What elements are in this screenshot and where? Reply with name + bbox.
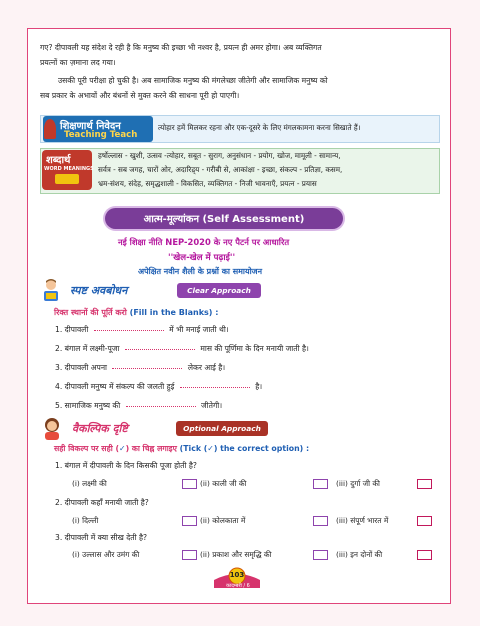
- question-number: 1.: [55, 325, 63, 334]
- question-text: लेकर आई है।: [187, 363, 226, 372]
- question-text: है।: [255, 382, 263, 391]
- word-meanings-title-hi: शब्दार्थ: [46, 155, 71, 166]
- fill-blanks-instruction-hi: रिक्त स्थानों की पूर्ति करो: [54, 308, 127, 317]
- optional-approach-title-hi: वैकल्पिक दृष्टि: [72, 422, 128, 435]
- self-assessment-title: आत्म-मूल्यांकन (Self Assessment): [143, 214, 305, 225]
- question-text: दीपावली कहाँ मनायी जाती है?: [64, 498, 149, 507]
- word-meanings-line-3: भ्रम-संशय, संदेह, समृद्धशाली - विकसित, व्यक्तिगत - निजी भावनाएँ, प्रयत्न - प्रयास: [98, 179, 317, 188]
- mcq-1-option-2: (ii) काली जी की: [200, 479, 247, 488]
- question-text: मास की पूर्णिमा के दिन मनायी जाती है।: [200, 344, 309, 353]
- question-text: दीपावली में क्या सीख देती है?: [64, 533, 148, 542]
- mcq-2-checkbox-1[interactable]: [182, 516, 197, 526]
- question-number: 5.: [55, 401, 63, 410]
- blank-line[interactable]: [94, 330, 164, 331]
- tick-instruction-hi-2: ) का चिह्न लगाइए: [125, 444, 177, 453]
- fill-question-1: [55, 325, 229, 335]
- question-text: दीपावली मनुष्य में संकल्प की जलती हुई: [64, 382, 175, 391]
- mcq-2-option-3: (iii) संपूर्ण भारत में: [336, 516, 389, 525]
- question-number: 2.: [55, 498, 63, 507]
- check-icon: ✓: [119, 444, 126, 453]
- teaching-text: त्योहार हमें मिलकर रहना और एक-दूसरे के लिए मंगलकामना करना सिखाते हैं।: [158, 123, 361, 132]
- tick-instruction-hi: सही विकल्प पर सही (: [54, 444, 120, 453]
- question-number: 3.: [55, 363, 63, 372]
- tick-instruction: [54, 444, 309, 454]
- nep-line-2: ''खेल-खेल में पढ़ाई'': [168, 253, 236, 263]
- mcq-2-checkbox-2[interactable]: [313, 516, 328, 526]
- question-number: 1.: [55, 461, 63, 470]
- mcq-1-option-1: (i) लक्ष्मी की: [72, 479, 107, 488]
- clear-approach-title-en: Clear Approach: [177, 283, 261, 298]
- clear-approach-title-hi: स्पष्ट अवबोधन: [70, 284, 128, 297]
- question-text: बंगाल में लक्ष्मी-पूजा: [64, 344, 120, 353]
- page-number: 103: [229, 571, 245, 579]
- intro-line-4: सब प्रकार के अभावों और बंधनों से मुक्त करने की साधना पूरी हो पाएगी।: [40, 91, 240, 100]
- boy-reading-icon: [40, 278, 62, 302]
- nep-line-3: अपेक्षित नवीन शैली के प्रश्नों का समायोजन: [138, 267, 263, 276]
- blank-line[interactable]: [180, 387, 250, 388]
- mcq-2-option-2: (ii) कोलकाता में: [200, 516, 246, 525]
- fill-blanks-instruction: [54, 307, 218, 318]
- fill-blanks-instruction-en: (Fill in the Blanks) :: [129, 308, 219, 317]
- question-text: दीपावली अपना: [64, 363, 107, 372]
- intro-line-2: प्रयत्नों का ज़माना लद गया।: [40, 58, 116, 67]
- mcq-3-checkbox-3[interactable]: [417, 550, 432, 560]
- nep-line-1: नई शिक्षा नीति NEP-2020 के नए पैटर्न पर आधारित: [118, 237, 290, 247]
- mcq-1-checkbox-2[interactable]: [313, 479, 328, 489]
- question-number: 4.: [55, 382, 63, 391]
- question-text: में भी मनाई जाती थी।: [169, 325, 229, 334]
- question-number: 3.: [55, 533, 63, 542]
- blank-line[interactable]: [112, 368, 182, 369]
- question-text: सामाजिक मनुष्य की: [64, 401, 121, 410]
- mcq-3-option-3: (iii) इन दोनों की: [336, 550, 383, 559]
- mcq-question-2: [55, 498, 149, 508]
- intro-line-1: गए? दीपावली यह संदेश दे रही है कि मनुष्य की इच्छा भी नश्वर है, प्रयत्न ही अमर होगा। अब व्यक्तिगत: [40, 43, 322, 52]
- tick-instruction-en-2: ) the correct option) :: [213, 444, 310, 453]
- fill-question-3: [55, 363, 225, 373]
- question-text: जीतेगी।: [201, 401, 223, 410]
- mcq-3-option-2: (ii) प्रकाश और समृद्धि की: [200, 550, 272, 559]
- teaching-title-en: Teaching Teach: [64, 130, 138, 140]
- fill-question-5: [55, 401, 222, 411]
- word-meanings-line-1: हर्षोल्लास - खुशी, उत्सव -त्योहार, सबूत - सुराग, अनुसंधान - प्रयोग, खोज, मामूली - सामान्य,: [98, 151, 341, 160]
- question-text: दीपावली: [64, 325, 89, 334]
- word-meanings-title-en: WORD MEANINGS: [44, 166, 94, 172]
- teaching-title-hi: शिक्षणार्थ निवेदन: [60, 121, 121, 132]
- books-icon: [55, 174, 79, 184]
- check-icon: ✓: [207, 444, 214, 453]
- mcq-1-checkbox-3[interactable]: [417, 479, 432, 489]
- teacher-icon: [44, 119, 56, 139]
- word-meanings-line-2: सर्वत्र - सब जगह, चारों ओर, अदारिद्र्य - गरीबी से, आकांक्षा - इच्छा, संकल्प - प्रतिज्ञा, कसम,: [98, 165, 343, 174]
- mcq-1-checkbox-1[interactable]: [182, 479, 197, 489]
- mcq-question-3: [55, 533, 147, 543]
- question-number: 2.: [55, 344, 63, 353]
- blank-line[interactable]: [125, 349, 195, 350]
- fill-question-2: [55, 344, 309, 354]
- intro-line-3: उसकी पूरी परीक्षा हो चुकी है। अब सामाजिक मनुष्य की मंगलेच्छा जीतेगी और सामाजिक मनुष्य को: [58, 76, 328, 85]
- mcq-question-1: [55, 461, 197, 471]
- mcq-1-option-3: (iii) दुर्गा जी की: [336, 479, 380, 488]
- blank-line[interactable]: [126, 406, 196, 407]
- girl-icon: [40, 416, 64, 440]
- mcq-3-option-1: (i) उल्लास और उमंग की: [72, 550, 140, 559]
- tick-instruction-en: (Tick (: [179, 444, 208, 453]
- mcq-3-checkbox-1[interactable]: [182, 550, 197, 560]
- footer-book-label: कादम्बरी / 6: [226, 583, 250, 589]
- optional-approach-title-en: Optional Approach: [176, 421, 268, 436]
- mcq-3-checkbox-2[interactable]: [313, 550, 328, 560]
- mcq-2-checkbox-3[interactable]: [417, 516, 432, 526]
- fill-question-4: [55, 382, 262, 392]
- mcq-2-option-1: (i) दिल्ली: [72, 516, 99, 525]
- question-text: बंगाल में दीपावली के दिन किसकी पूजा होती है?: [64, 461, 197, 470]
